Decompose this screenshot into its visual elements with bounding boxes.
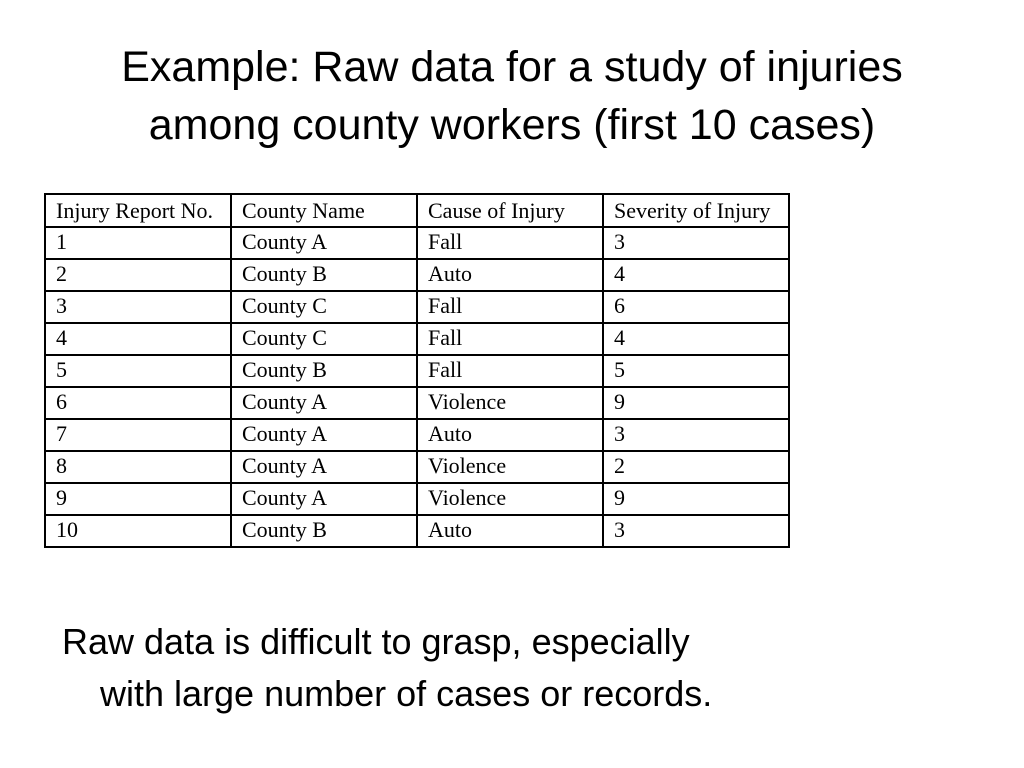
column-header-severity: Severity of Injury xyxy=(603,194,789,227)
note-line-2: with large number of cases or records. xyxy=(100,673,713,714)
column-header-cause: Cause of Injury xyxy=(417,194,603,227)
slide-title-line-2: among county workers (first 10 cases) xyxy=(148,101,876,149)
cell-report-no: 7 xyxy=(45,419,231,451)
cell-cause: Violence xyxy=(417,387,603,419)
cell-county-name: County B xyxy=(231,355,417,387)
cell-report-no: 1 xyxy=(45,227,231,259)
cell-severity: 5 xyxy=(603,355,789,387)
column-header-county-name: County Name xyxy=(231,194,417,227)
table-row xyxy=(45,483,789,515)
injury-data-table xyxy=(44,193,790,548)
table-row xyxy=(45,387,789,419)
cell-cause: Fall xyxy=(417,291,603,323)
cell-severity: 9 xyxy=(603,483,789,515)
cell-severity: 3 xyxy=(603,419,789,451)
table-row xyxy=(45,323,789,355)
slide-title xyxy=(0,38,1024,154)
cell-report-no: 9 xyxy=(45,483,231,515)
cell-county-name: County B xyxy=(231,259,417,291)
cell-county-name: County A xyxy=(231,451,417,483)
cell-cause: Violence xyxy=(417,483,603,515)
cell-severity: 4 xyxy=(603,259,789,291)
cell-severity: 4 xyxy=(603,323,789,355)
cell-county-name: County A xyxy=(231,483,417,515)
cell-report-no: 10 xyxy=(45,515,231,547)
cell-cause: Auto xyxy=(417,259,603,291)
cell-report-no: 8 xyxy=(45,451,231,483)
cell-report-no: 6 xyxy=(45,387,231,419)
table-row xyxy=(45,355,789,387)
cell-severity: 6 xyxy=(603,291,789,323)
cell-county-name: County C xyxy=(231,323,417,355)
cell-cause: Auto xyxy=(417,419,603,451)
cell-county-name: County A xyxy=(231,419,417,451)
table-header-row xyxy=(45,194,789,227)
cell-county-name: County C xyxy=(231,291,417,323)
cell-report-no: 3 xyxy=(45,291,231,323)
cell-severity: 2 xyxy=(603,451,789,483)
cell-severity: 9 xyxy=(603,387,789,419)
table-row xyxy=(45,419,789,451)
cell-cause: Auto xyxy=(417,515,603,547)
cell-severity: 3 xyxy=(603,515,789,547)
cell-report-no: 4 xyxy=(45,323,231,355)
table-row xyxy=(45,515,789,547)
table-row xyxy=(45,227,789,259)
cell-county-name: County A xyxy=(231,387,417,419)
cell-cause: Fall xyxy=(417,227,603,259)
note-line-1: Raw data is difficult to grasp, especially xyxy=(62,621,690,662)
cell-county-name: County A xyxy=(231,227,417,259)
table-row xyxy=(45,259,789,291)
cell-report-no: 5 xyxy=(45,355,231,387)
cell-cause: Fall xyxy=(417,355,603,387)
note-text xyxy=(62,616,962,720)
cell-cause: Violence xyxy=(417,451,603,483)
cell-report-no: 2 xyxy=(45,259,231,291)
cell-county-name: County B xyxy=(231,515,417,547)
slide-title-line-1: Example: Raw data for a study of injuries xyxy=(121,43,903,91)
table-row xyxy=(45,451,789,483)
column-header-report-no: Injury Report No. xyxy=(45,194,231,227)
table-row xyxy=(45,291,789,323)
cell-cause: Fall xyxy=(417,323,603,355)
cell-severity: 3 xyxy=(603,227,789,259)
